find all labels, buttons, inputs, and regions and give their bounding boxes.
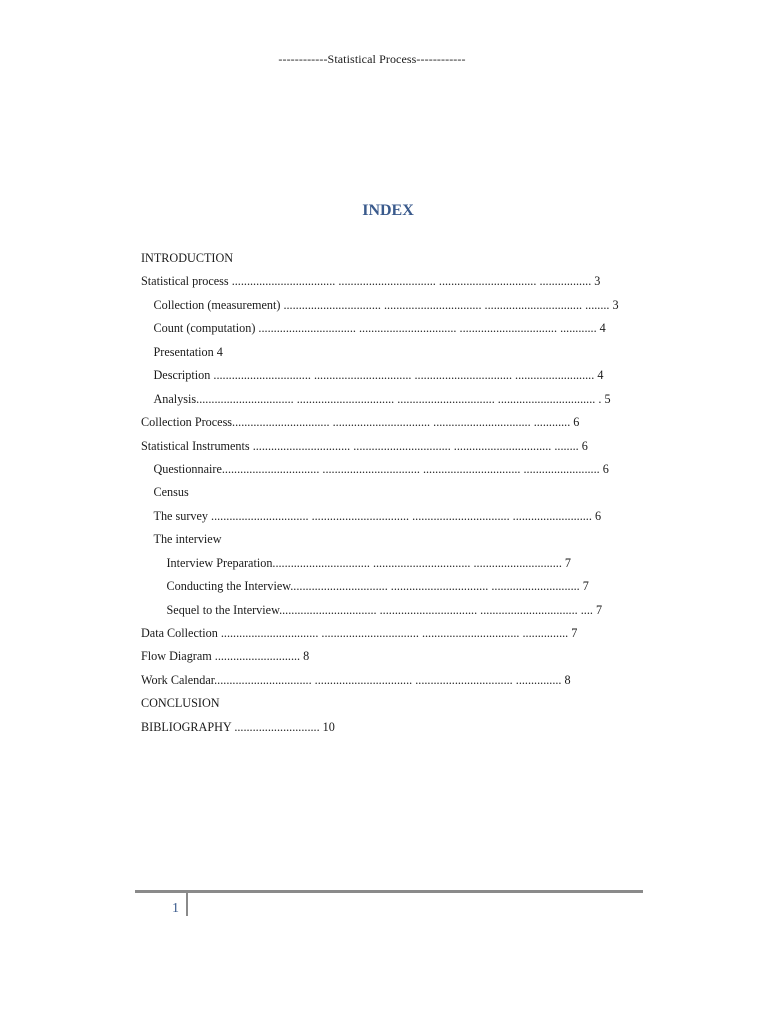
- toc-entry: Conducting the Interview................................ ................................ ............................. 7: [166, 579, 589, 594]
- toc-entry: Analysis................................ ................................ ................................ ................................ . 5: [153, 391, 611, 406]
- toc-entry: Statistical Instruments ................................ ................................ ................................ ........ 6: [141, 438, 588, 453]
- toc-entry: Count (computation) ................................ ................................ ................................ ............ 4: [153, 321, 606, 336]
- toc-entry: Questionnaire................................ ................................ ................................ ......................... 6: [153, 461, 609, 476]
- footer-rule: [135, 890, 643, 893]
- toc-entry: Statistical process .................................. ................................ ................................ ................. 3: [141, 274, 601, 289]
- toc-entry: Work Calendar................................ ................................ ................................ ............... 8: [141, 672, 571, 687]
- footer-divider: [186, 893, 188, 916]
- toc-entry: Presentation 4: [153, 344, 223, 359]
- toc-entry: Description ................................ ................................ ................................ .......................... 4: [153, 368, 604, 383]
- toc-entry: INTRODUCTION: [141, 251, 234, 265]
- toc-entry: Census: [153, 485, 189, 500]
- toc-entry: Sequel to the Interview................................ ................................ ................................ .... 7: [166, 602, 603, 617]
- toc-entry: Collection Process................................ ................................ ................................ ............ 6: [141, 415, 580, 430]
- toc-entry: Flow Diagram ............................ 8: [141, 649, 310, 664]
- page-number: 1: [172, 901, 179, 916]
- toc-entry: The survey ................................ ................................ ................................ .......................... 6: [153, 508, 602, 523]
- toc-entry: Collection (measurement) ................................ ................................ ................................ ........ 3: [153, 297, 619, 312]
- index-title: INDEX: [362, 202, 414, 219]
- toc-entry: BIBLIOGRAPHY ............................ 10: [141, 719, 335, 734]
- toc-entry: Data Collection ................................ ................................ ................................ ............... 7: [141, 626, 578, 640]
- toc-entry: The interview: [153, 532, 222, 547]
- toc-entry: Interview Preparation................................ ................................ ............................. 7: [166, 555, 572, 570]
- running-header: ------------Statistical Process------------: [278, 52, 466, 66]
- toc-entry: CONCLUSION: [141, 696, 220, 711]
- table-of-contents: [141, 250, 641, 742]
